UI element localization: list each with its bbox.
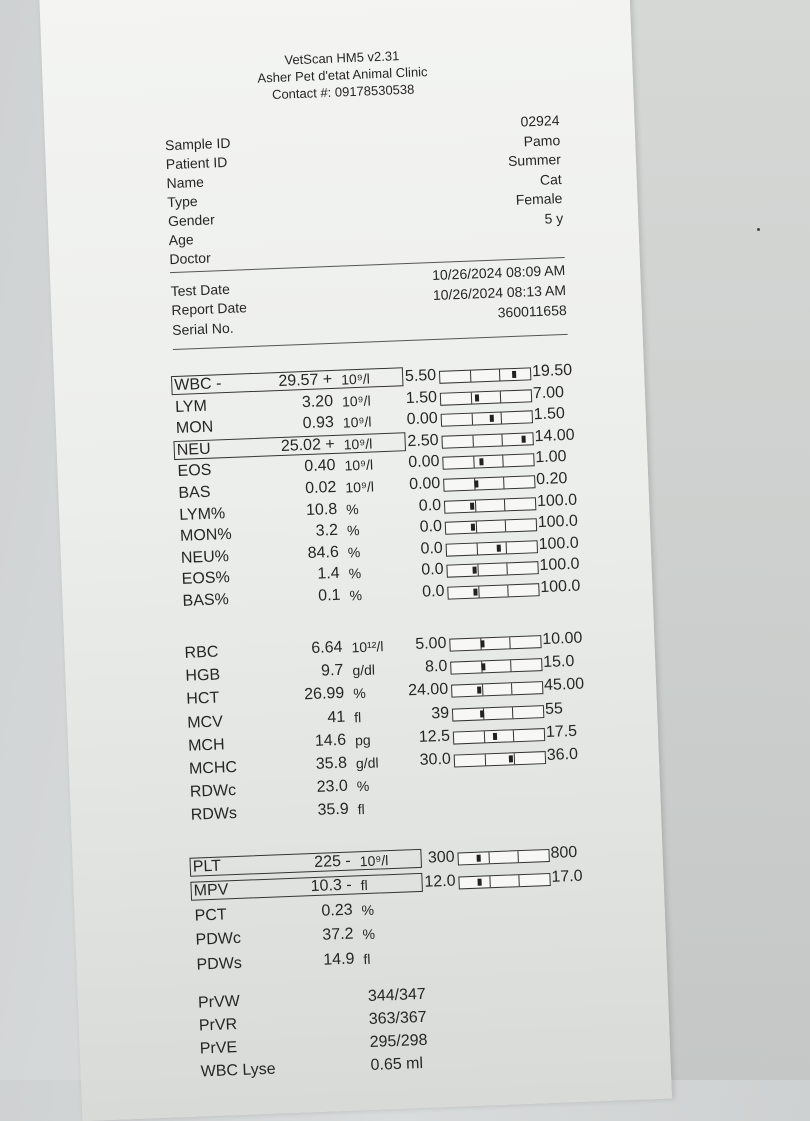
patient-field-label: Age: [168, 231, 194, 249]
analyte-name: MCV: [186, 713, 224, 732]
analyte-name: BAS: [178, 483, 211, 502]
patient-field-label: Name: [166, 173, 205, 192]
gauge-tick: [512, 707, 513, 718]
analyte-unit: %: [347, 543, 361, 561]
gauge-tick: [500, 391, 501, 402]
gauge-tick: [514, 753, 515, 764]
range-gauge: [450, 658, 542, 675]
analyte-unit: 10⁹/l: [344, 456, 374, 474]
patient-field-label: Doctor: [169, 249, 211, 268]
range-gauge: [449, 635, 541, 652]
analyte-name: RDWc: [189, 782, 237, 801]
analyte-unit: %: [348, 565, 362, 582]
test-date-label: Test Date: [170, 280, 231, 300]
gauge-marker: [479, 459, 483, 466]
range-low: 1.50: [405, 388, 438, 407]
gauge-marker: [492, 733, 496, 740]
range-gauge: [439, 367, 531, 384]
footer-label: WBC Lyse: [200, 1060, 276, 1081]
range-low: 0.00: [406, 410, 439, 429]
range-gauge: [447, 583, 539, 600]
analyte-name: HCT: [186, 689, 220, 709]
footer-label: PrVW: [197, 992, 241, 1012]
footer-value: 295/298: [369, 1031, 428, 1051]
gauge-tick: [506, 542, 507, 553]
range-gauge: [441, 432, 533, 449]
gauge-tick: [502, 434, 503, 445]
analyte-value: 35.9: [317, 801, 350, 820]
analyte-value: 0.23: [321, 901, 353, 920]
range-low: 0.00: [407, 453, 440, 472]
analyte-unit: g/dl: [355, 754, 379, 772]
range-gauge: [454, 751, 546, 768]
test-date-value: 10/26/2024 08:09 AM: [431, 261, 566, 284]
gauge-marker: [509, 755, 513, 762]
gauge-marker: [481, 663, 485, 670]
gauge-tick: [484, 754, 485, 765]
analyte-name: WBC -: [173, 375, 222, 395]
range-low: 24.00: [407, 681, 449, 700]
analyte-unit: 10⁹/l: [359, 852, 389, 870]
range-gauge: [443, 475, 535, 492]
analyte-value: 29.57 +: [278, 370, 333, 391]
patient-field-label: Patient ID: [165, 153, 228, 173]
gauge-tick: [473, 457, 474, 468]
gauge-tick: [508, 585, 509, 596]
gauge-tick: [518, 851, 519, 862]
gauge-marker: [470, 502, 474, 509]
gauge-marker: [475, 394, 479, 401]
analyte-unit: pg: [354, 731, 371, 749]
gauge-tick: [482, 685, 483, 696]
analyte-name: MON%: [179, 526, 232, 546]
analyte-value: 10.3 -: [310, 876, 352, 896]
range-high: 7.00: [532, 383, 565, 402]
analyte-unit: fl: [363, 950, 371, 967]
range-low: 12.5: [418, 727, 451, 746]
analyte-value: 37.2: [322, 925, 354, 944]
analyte-name: RBC: [184, 643, 219, 662]
patient-field-label: Type: [166, 192, 198, 211]
gauge-marker: [476, 855, 480, 862]
gauge-marker: [512, 371, 516, 378]
range-gauge: [441, 410, 533, 427]
range-low: 0.0: [419, 518, 443, 536]
analyte-name: HGB: [185, 666, 221, 685]
gauge-tick: [472, 435, 473, 446]
analyte-value: 3.2: [315, 522, 339, 540]
range-high: 100.0: [540, 577, 581, 597]
analyte-value: 0.40: [304, 457, 336, 476]
analyte-name: LYM%: [178, 504, 226, 524]
range-high: 14.00: [534, 426, 575, 446]
analyte-value: 41: [327, 708, 346, 726]
range-low: 300: [427, 848, 455, 867]
range-high: 800: [550, 843, 578, 862]
analyte-name: NEU%: [180, 547, 230, 567]
analyte-unit: 10⁹/l: [340, 370, 371, 388]
analyte-name: PDWc: [195, 930, 242, 949]
range-high: 1.50: [533, 405, 566, 424]
gauge-marker: [473, 589, 477, 596]
analyte-name: NEU: [176, 440, 211, 459]
gauge-tick: [504, 499, 505, 510]
device-name: VetScan HM5 v2.31: [284, 48, 400, 68]
range-gauge: [442, 454, 534, 471]
analyte-name: MPV: [193, 881, 229, 901]
analyte-unit: fl: [353, 708, 362, 725]
gauge-tick: [511, 684, 512, 695]
analyte-value: 0.93: [302, 414, 335, 433]
analyte-value: 35.8: [315, 754, 348, 773]
analyte-name: PDWs: [196, 954, 243, 974]
range-gauge: [458, 873, 550, 890]
analyte-value: 26.99: [303, 685, 345, 704]
range-high: 100.0: [537, 512, 579, 532]
clinic-contact: Contact #: 09178530538: [271, 81, 415, 103]
patient-field-value: Pamo: [523, 131, 561, 149]
gauge-marker: [521, 435, 525, 442]
range-high: 100.0: [536, 491, 578, 510]
range-gauge: [453, 728, 545, 745]
gauge-tick: [499, 369, 500, 380]
range-high: 100.0: [539, 555, 580, 575]
range-low: 0.0: [421, 561, 444, 580]
gauge-tick: [503, 456, 504, 467]
analyte-value: 0.02: [304, 478, 337, 498]
range-high: 0.20: [535, 470, 568, 489]
gauge-tick: [507, 564, 508, 575]
lab-report-printout: [39, 0, 672, 1121]
gauge-tick: [476, 543, 477, 554]
analyte-unit: 10⁹/l: [343, 435, 373, 453]
report-date-label: Report Date: [171, 299, 248, 319]
footer-value: 0.65 ml: [370, 1054, 424, 1074]
gauge-marker: [477, 879, 481, 886]
range-high: 15.0: [542, 653, 575, 672]
range-high: 17.0: [551, 868, 583, 887]
analyte-name: PCT: [194, 906, 227, 925]
divider: [173, 334, 568, 350]
range-low: 39: [430, 704, 450, 722]
analyte-unit: %: [349, 586, 363, 604]
analyte-value: 14.9: [323, 950, 355, 969]
range-low: 2.50: [407, 431, 439, 450]
gauge-tick: [475, 522, 476, 533]
serial-value: 360011658: [497, 301, 568, 321]
range-low: 0.0: [420, 539, 444, 558]
range-high: 1.00: [535, 448, 567, 467]
footer-value: 344/347: [367, 985, 427, 1006]
gauge-marker: [480, 710, 484, 717]
analyte-name: RDWs: [190, 805, 238, 825]
analyte-name: EOS: [177, 462, 212, 481]
range-low: 12.0: [424, 872, 456, 892]
gauge-tick: [475, 500, 476, 511]
gauge-tick: [478, 586, 479, 597]
gauge-tick: [513, 730, 514, 741]
range-low: 8.0: [424, 657, 448, 676]
range-gauge: [446, 562, 538, 579]
patient-field-value: 02924: [520, 112, 560, 130]
gauge-tick: [505, 521, 506, 532]
analyte-unit: 10⁹/l: [345, 478, 375, 496]
gauge-marker: [471, 524, 475, 531]
footer-label: PrVE: [199, 1039, 238, 1058]
analyte-value: 0.1: [317, 586, 341, 605]
gauge-marker: [473, 567, 477, 574]
patient-field-value: Summer: [507, 151, 562, 170]
analyte-value: 9.7: [320, 661, 344, 680]
analyte-unit: %: [361, 901, 375, 919]
gauge-marker: [497, 544, 501, 551]
range-gauge: [445, 518, 537, 535]
range-low: 5.50: [404, 366, 437, 386]
analyte-unit: 10⁹/l: [341, 392, 371, 410]
analyte-name: BAS%: [182, 591, 230, 610]
analyte-unit: %: [356, 778, 370, 795]
range-low: 0.0: [421, 582, 445, 601]
gauge-tick: [501, 413, 502, 424]
range-low: 0.00: [408, 474, 441, 494]
analyte-value: 225 -: [313, 852, 352, 871]
gauge-tick: [471, 414, 472, 425]
clinic-name: Asher Pet d'etat Animal Clinic: [257, 64, 428, 86]
range-high: 55: [544, 699, 564, 718]
analyte-name: LYM: [174, 397, 208, 416]
serial-label: Serial No.: [171, 319, 234, 339]
range-low: 30.0: [419, 750, 452, 769]
analyte-unit: 10¹²/l: [351, 638, 384, 656]
analyte-unit: 10⁹/l: [342, 413, 372, 431]
analyte-value: 84.6: [307, 543, 340, 562]
range-gauge: [440, 389, 532, 406]
range-low: 0.0: [418, 496, 442, 515]
gauge-marker: [489, 415, 493, 422]
gauge-tick: [510, 637, 511, 648]
gauge-marker: [477, 687, 481, 694]
gauge-tick: [477, 565, 478, 576]
patient-field-value: Cat: [539, 170, 562, 188]
dust-speck: [757, 228, 760, 231]
analyte-unit: %: [352, 685, 367, 702]
gauge-tick: [489, 877, 490, 888]
analyte-unit: %: [346, 522, 360, 539]
analyte-value: 3.20: [301, 392, 334, 411]
analyte-unit: %: [345, 500, 359, 518]
gauge-tick: [488, 852, 489, 863]
range-high: 19.50: [531, 361, 573, 381]
analyte-unit: g/dl: [352, 661, 376, 679]
footer-value: 363/367: [368, 1008, 427, 1029]
patient-field-label: Sample ID: [164, 134, 231, 154]
range-gauge: [446, 540, 538, 557]
gauge-tick: [470, 392, 471, 403]
range-gauge: [457, 849, 549, 866]
patient-field-value: 5 y: [544, 209, 564, 227]
analyte-unit: fl: [360, 877, 368, 894]
analyte-unit: fl: [357, 801, 366, 818]
analyte-value: 6.64: [311, 638, 343, 657]
analyte-name: EOS%: [181, 569, 231, 589]
range-high: 17.5: [545, 722, 578, 741]
range-high: 36.0: [546, 745, 579, 764]
range-high: 100.0: [538, 534, 580, 553]
range-gauge: [444, 497, 536, 514]
gauge-tick: [503, 477, 504, 488]
analyte-value: 25.02 +: [280, 435, 336, 455]
gauge-tick: [519, 876, 520, 887]
analyte-name: MON: [175, 418, 214, 438]
patient-field-value: Female: [515, 189, 563, 208]
report-date-value: 10/26/2024 08:13 AM: [432, 281, 567, 304]
analyte-value: 23.0: [316, 777, 349, 797]
footer-label: PrVR: [198, 1016, 238, 1035]
gauge-marker: [480, 640, 484, 647]
analyte-name: MCH: [187, 736, 225, 755]
analyte-name: PLT: [192, 857, 222, 876]
range-gauge: [452, 705, 544, 722]
gauge-tick: [470, 371, 471, 382]
analyte-value: 1.4: [317, 565, 340, 584]
range-gauge: [451, 681, 543, 698]
analyte-value: 10.8: [305, 500, 338, 519]
analyte-unit: %: [362, 925, 376, 943]
patient-field-label: Gender: [167, 211, 215, 230]
range-low: 5.00: [414, 634, 447, 653]
gauge-tick: [484, 731, 485, 742]
analyte-name: MCHC: [188, 758, 238, 778]
gauge-tick: [511, 660, 512, 671]
range-high: 10.00: [542, 629, 583, 649]
range-high: 45.00: [543, 675, 585, 695]
analyte-value: 14.6: [314, 731, 347, 750]
gauge-marker: [474, 480, 478, 487]
